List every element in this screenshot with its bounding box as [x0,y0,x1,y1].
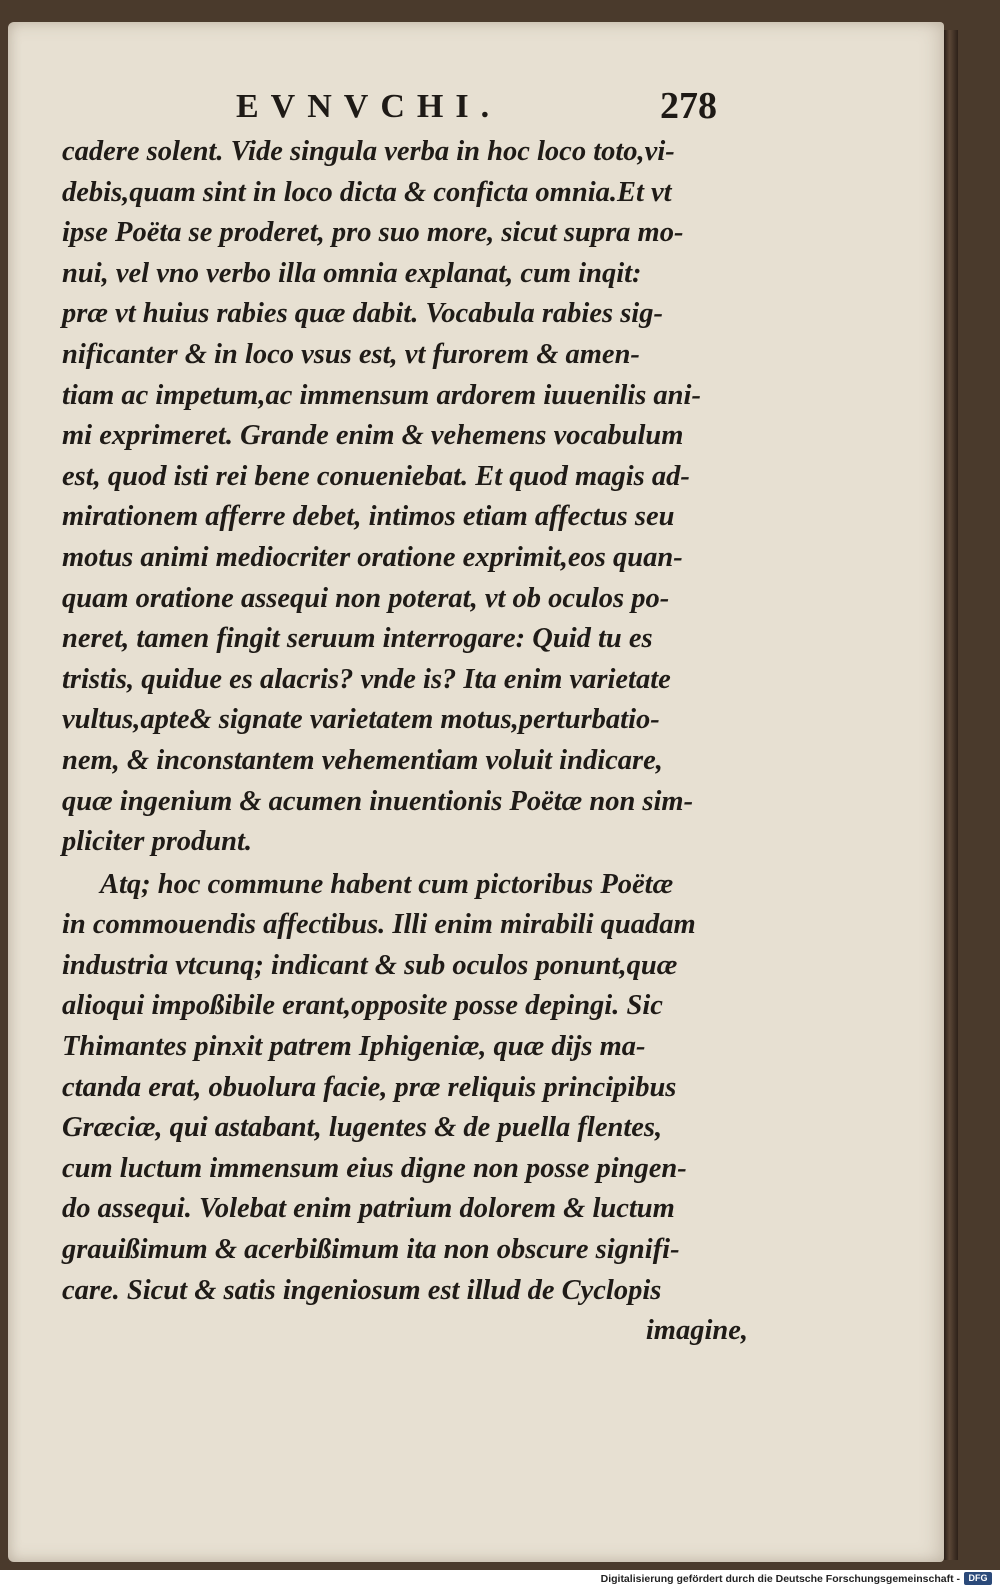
text-line: cum luctum immensum eius digne non posse pingen- [62,1152,687,1184]
text-line: est, quod isti rei bene conueniebat. Et quod magis ad- [62,460,690,492]
text-line: in commouendis affectibus. Illi enim mirabili quadam [62,909,696,941]
text-line: tiam ac impetum,ac immensum ardorem iuuenilis ani- [62,379,701,411]
catchword: imagine, [645,1315,748,1347]
text-line: nificanter & in loco vsus est, vt furorem & amen- [62,338,640,370]
text-line: tristis, quidue es alacris? vnde is? Ita enim varietate [62,663,671,695]
text-line: Thimantes pinxit patrem Iphigeniæ, quæ dijs ma- [62,1031,646,1063]
body-text [62,132,748,1352]
text-line: neret, tamen fingit seruum interrogare: Quid tu es [62,623,653,655]
text-line: mirationem afferre debet, intimos etiam affectus seu [62,501,675,533]
page-header [60,85,760,138]
text-line: quam oratione assequi non poterat, vt ob oculos po- [62,582,670,614]
text-line: motus animi mediocriter oratione exprimit,eos quan- [62,541,683,573]
text-line: care. Sicut & satis ingeniosum est illud de Cyclopis [62,1274,662,1306]
text-line: cadere solent. Vide singula verba in hoc loco toto,vi- [62,136,675,167]
text-line: pliciter produnt. [62,826,253,858]
text-line: industria vtcunq; indicant & sub oculos ponunt,quæ [62,949,678,981]
text-line: Atq; hoc commune habent cum pictoribus Poëtæ [100,868,674,900]
text-line: vultus,apte& signate varietatem motus,perturbatio- [62,704,660,736]
text-line: ctanda erat, obuolura facie, præ reliquis principibus [62,1071,677,1103]
running-head: EVNVCHI. [236,88,502,125]
text-line: nui, vel vno verbo illa omnia explanat, cum inqit: [62,257,642,289]
text-line: do assequi. Volebat enim patrium dolorem & luctum [62,1193,675,1225]
text-line: ipse Poëta se proderet, pro suo more, sicut supra mo- [62,217,684,249]
text-line: nem, & inconstantem vehementiam voluit indicare, [62,744,663,776]
page-edge-shadow [944,30,958,1560]
text-line: quæ ingenium & acumen inuentionis Poëtæ non sim- [62,785,694,817]
text-line: mi exprimeret. Grande enim & vehemens vocabulum [62,420,684,452]
text-line: debis,quam sint in loco dicta & conficta omnia.Et vt [62,176,672,208]
text-line: alioqui impoßibile erant,opposite posse depingi. Sic [62,990,663,1022]
funding-credit: Digitalisierung gefördert durch die Deutsche Forschungsgemeinschaft - [600,1573,960,1585]
text-line: Græciæ, qui astabant, lugentes & de puella flentes, [62,1112,663,1144]
dfg-logo-icon: DFG [964,1572,992,1585]
text-line: præ vt huius rabies quæ dabit. Vocabula rabies sig- [62,298,663,330]
text-line: grauißimum & acerbißimum ita non obscure signifi- [62,1234,680,1266]
page-number: 278 [660,85,717,127]
